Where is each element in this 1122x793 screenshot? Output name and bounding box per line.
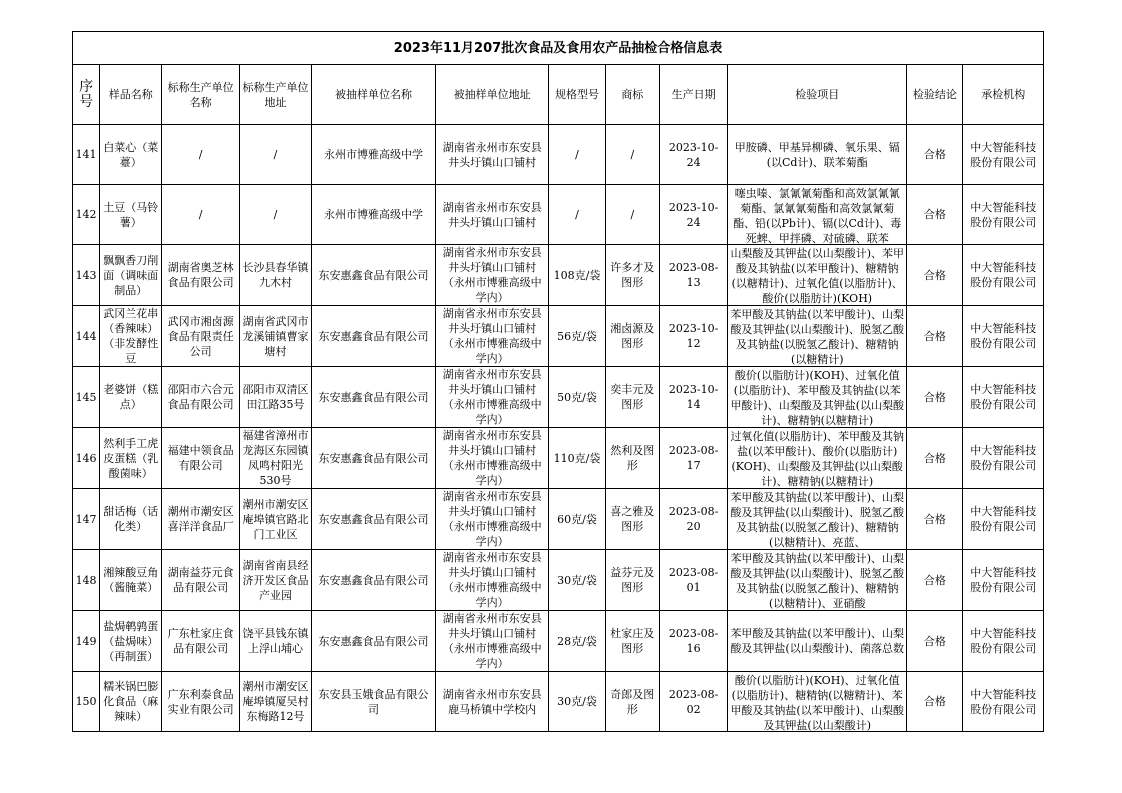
cell-sampled-unit: 东安县玉娥食品有限公司 xyxy=(312,672,436,732)
cell-production-date: 2023-08-13 xyxy=(659,245,727,306)
cell-manufacturer: 武冈市湘卤源食品有限责任公司 xyxy=(162,306,239,367)
cell-manufacturer: 湖南省奥芝林食品有限公司 xyxy=(162,245,239,306)
header-lab: 承检机构 xyxy=(963,65,1044,125)
table-row xyxy=(73,672,1044,732)
cell-sampled-unit-address: 湖南省永州市东安县井头圩镇山口铺村（永州市博雅高级中学内） xyxy=(435,489,549,550)
cell-test-items: 苯甲酸及其钠盐(以苯甲酸计)、山梨酸及其钾盐(以山梨酸计)、脱氢乙酸及其钠盐(以脱氢乙酸计)、糖精钠(以糖精计)、亚硝酸 xyxy=(728,550,907,611)
cell-sample-name: 老婆饼（糕点） xyxy=(100,367,162,428)
header-conclusion: 检验结论 xyxy=(907,65,963,125)
cell-spec: 60克/袋 xyxy=(549,489,605,550)
cell-conclusion: 合格 xyxy=(907,550,963,611)
cell-production-date: 2023-08-01 xyxy=(659,550,727,611)
cell-sampled-unit-address: 湖南省永州市东安县井头圩镇山口铺村 xyxy=(435,125,549,185)
cell-spec: / xyxy=(549,125,605,185)
cell-manufacturer-address: 潮州市潮安区庵埠镇厦吴村东梅路12号 xyxy=(239,672,311,732)
cell-manufacturer: 邵阳市六合元食品有限公司 xyxy=(162,367,239,428)
cell-manufacturer-address: 福建省漳州市龙海区东园镇凤鸣村阳光530号 xyxy=(239,428,311,489)
cell-conclusion: 合格 xyxy=(907,185,963,245)
cell-sample-name: 甜话梅（话化类） xyxy=(100,489,162,550)
header-row xyxy=(73,65,1044,125)
header-seq: 序号 xyxy=(73,65,100,125)
cell-sampled-unit: 东安惠鑫食品有限公司 xyxy=(312,306,436,367)
cell-conclusion: 合格 xyxy=(907,611,963,672)
cell-test-items: 山梨酸及其钾盐(以山梨酸计)、苯甲酸及其钠盐(以苯甲酸计)、糖精钠(以糖精计)、过氧化值(以脂肪计)、酸价(以脂肪计)(KOH) xyxy=(728,245,907,306)
cell-test-items: 苯甲酸及其钠盐(以苯甲酸计)、山梨酸及其钾盐(以山梨酸计)、脱氢乙酸及其钠盐(以脱氢乙酸计)、糖精钠(以糖精计) xyxy=(728,306,907,367)
table-row xyxy=(73,367,1044,428)
cell-spec: 56克/袋 xyxy=(549,306,605,367)
cell-conclusion: 合格 xyxy=(907,306,963,367)
cell-sampled-unit: 东安惠鑫食品有限公司 xyxy=(312,550,436,611)
table-row xyxy=(73,125,1044,185)
cell-lab: 中大智能科技股份有限公司 xyxy=(963,611,1044,672)
cell-sampled-unit: 东安惠鑫食品有限公司 xyxy=(312,428,436,489)
table-row xyxy=(73,489,1044,550)
cell-sampled-unit-address: 湖南省永州市东安县井头圩镇山口铺村（永州市博雅高级中学内） xyxy=(435,428,549,489)
cell-manufacturer-address: 饶平县钱东镇上浮山埔心 xyxy=(239,611,311,672)
table-row xyxy=(73,428,1044,489)
header-sampled-unit-address: 被抽样单位地址 xyxy=(435,65,549,125)
cell-brand: 益芬元及图形 xyxy=(605,550,659,611)
cell-test-items: 酸价(以脂肪计)(KOH)、过氧化值(以脂肪计)、苯甲酸及其钠盐(以苯甲酸计)、山梨酸及其钾盐(以山梨酸计)、糖精钠(以糖精计) xyxy=(728,367,907,428)
cell-test-items: 酸价(以脂肪计)(KOH)、过氧化值(以脂肪计)、糖精钠(以糖精计)、苯甲酸及其钠盐(以苯甲酸计)、山梨酸及其钾盐(以山梨酸计) xyxy=(728,672,907,732)
cell-manufacturer-address: 湖南省武冈市龙溪铺镇曹家塘村 xyxy=(239,306,311,367)
cell-spec: / xyxy=(549,185,605,245)
cell-test-items: 过氧化值(以脂肪计)、苯甲酸及其钠盐(以苯甲酸计)、酸价(以脂肪计)(KOH)、山梨酸及其钾盐(以山梨酸计)、糖精钠(以糖精计) xyxy=(728,428,907,489)
cell-manufacturer: / xyxy=(162,125,239,185)
cell-brand: / xyxy=(605,185,659,245)
cell-manufacturer: / xyxy=(162,185,239,245)
cell-conclusion: 合格 xyxy=(907,672,963,732)
header-spec: 规格型号 xyxy=(549,65,605,125)
cell-sample-name: 土豆（马铃薯） xyxy=(100,185,162,245)
cell-conclusion: 合格 xyxy=(907,367,963,428)
cell-manufacturer-address: / xyxy=(239,185,311,245)
cell-lab: 中大智能科技股份有限公司 xyxy=(963,672,1044,732)
header-sampled-unit: 被抽样单位名称 xyxy=(312,65,436,125)
cell-sample-name: 盐焗鹌鹑蛋（盐焗味）（再制蛋） xyxy=(100,611,162,672)
cell-seq: 141 xyxy=(73,125,100,185)
cell-brand: 奇郎及图形 xyxy=(605,672,659,732)
cell-production-date: 2023-10-14 xyxy=(659,367,727,428)
cell-sample-name: 飘飘香刀削面（调味面制品） xyxy=(100,245,162,306)
cell-manufacturer-address: 长沙县春华镇九木村 xyxy=(239,245,311,306)
header-brand: 商标 xyxy=(605,65,659,125)
cell-seq: 149 xyxy=(73,611,100,672)
cell-spec: 30克/袋 xyxy=(549,550,605,611)
cell-sampled-unit-address: 湖南省永州市东安县井头圩镇山口铺村（永州市博雅高级中学内） xyxy=(435,611,549,672)
cell-spec: 30克/袋 xyxy=(549,672,605,732)
cell-test-items: 噻虫嗪、氯氰氰菊酯和高效氯氰氰菊酯、氯氰氰菊酯和高效氯氰菊酯、铅(以Pb计)、镉(以Cd计)、毒死蜱、甲拌磷、对硫磷、联苯 xyxy=(728,185,907,245)
inspection-table xyxy=(72,31,1044,732)
cell-sampled-unit-address: 湖南省永州市东安县井头圩镇山口铺村（永州市博雅高级中学内） xyxy=(435,306,549,367)
header-test-items: 检验项目 xyxy=(728,65,907,125)
cell-test-items: 苯甲酸及其钠盐(以苯甲酸计)、山梨酸及其钾盐(以山梨酸计)、脱氢乙酸及其钠盐(以脱氢乙酸计)、糖精钠(以糖精计)、亮蓝、 xyxy=(728,489,907,550)
cell-sampled-unit: 永州市博雅高级中学 xyxy=(312,185,436,245)
cell-sampled-unit-address: 湖南省永州市东安县鹿马桥镇中学校内 xyxy=(435,672,549,732)
cell-brand: 然利及图形 xyxy=(605,428,659,489)
cell-lab: 中大智能科技股份有限公司 xyxy=(963,125,1044,185)
table-row xyxy=(73,611,1044,672)
table-body xyxy=(73,125,1044,732)
header-production-date: 生产日期 xyxy=(659,65,727,125)
cell-production-date: 2023-08-02 xyxy=(659,672,727,732)
cell-sample-name: 湘辣酸豆角（酱腌菜） xyxy=(100,550,162,611)
cell-manufacturer-address: 邵阳市双清区田江路35号 xyxy=(239,367,311,428)
cell-manufacturer: 潮州市潮安区喜洋洋食品厂 xyxy=(162,489,239,550)
table-row xyxy=(73,185,1044,245)
cell-lab: 中大智能科技股份有限公司 xyxy=(963,428,1044,489)
cell-manufacturer: 广东杜家庄食品有限公司 xyxy=(162,611,239,672)
cell-spec: 110克/袋 xyxy=(549,428,605,489)
cell-conclusion: 合格 xyxy=(907,125,963,185)
cell-seq: 143 xyxy=(73,245,100,306)
cell-production-date: 2023-10-24 xyxy=(659,185,727,245)
cell-sample-name: 糯米锅巴膨化食品（麻辣味） xyxy=(100,672,162,732)
cell-lab: 中大智能科技股份有限公司 xyxy=(963,245,1044,306)
table-row xyxy=(73,245,1044,306)
cell-brand: 奕丰元及图形 xyxy=(605,367,659,428)
header-sample-name: 样品名称 xyxy=(100,65,162,125)
cell-sampled-unit: 东安惠鑫食品有限公司 xyxy=(312,489,436,550)
cell-sampled-unit: 东安惠鑫食品有限公司 xyxy=(312,367,436,428)
cell-spec: 108克/袋 xyxy=(549,245,605,306)
cell-seq: 142 xyxy=(73,185,100,245)
cell-spec: 28克/袋 xyxy=(549,611,605,672)
cell-brand: 喜之雅及图形 xyxy=(605,489,659,550)
cell-brand: 湘卤源及图形 xyxy=(605,306,659,367)
cell-sampled-unit: 东安惠鑫食品有限公司 xyxy=(312,245,436,306)
cell-seq: 150 xyxy=(73,672,100,732)
cell-seq: 144 xyxy=(73,306,100,367)
cell-seq: 145 xyxy=(73,367,100,428)
cell-lab: 中大智能科技股份有限公司 xyxy=(963,489,1044,550)
cell-brand: / xyxy=(605,125,659,185)
cell-test-items: 苯甲酸及其钠盐(以苯甲酸计)、山梨酸及其钾盐(以山梨酸计)、菌落总数 xyxy=(728,611,907,672)
cell-brand: 杜家庄及图形 xyxy=(605,611,659,672)
cell-lab: 中大智能科技股份有限公司 xyxy=(963,550,1044,611)
cell-production-date: 2023-08-20 xyxy=(659,489,727,550)
table-row xyxy=(73,550,1044,611)
cell-sampled-unit: 东安惠鑫食品有限公司 xyxy=(312,611,436,672)
cell-spec: 50克/袋 xyxy=(549,367,605,428)
cell-conclusion: 合格 xyxy=(907,245,963,306)
header-manufacturer-address: 标称生产单位地址 xyxy=(239,65,311,125)
cell-manufacturer: 湖南益芬元食品有限公司 xyxy=(162,550,239,611)
cell-conclusion: 合格 xyxy=(907,428,963,489)
cell-sample-name: 白菜心（菜薹） xyxy=(100,125,162,185)
cell-seq: 148 xyxy=(73,550,100,611)
cell-brand: 许多才及图形 xyxy=(605,245,659,306)
cell-lab: 中大智能科技股份有限公司 xyxy=(963,367,1044,428)
table-row xyxy=(73,306,1044,367)
cell-production-date: 2023-08-16 xyxy=(659,611,727,672)
cell-seq: 146 xyxy=(73,428,100,489)
cell-sample-name: 然利手工虎皮蛋糕（乳酸菌味） xyxy=(100,428,162,489)
cell-production-date: 2023-10-12 xyxy=(659,306,727,367)
cell-sampled-unit-address: 湖南省永州市东安县井头圩镇山口铺村 xyxy=(435,185,549,245)
cell-lab: 中大智能科技股份有限公司 xyxy=(963,185,1044,245)
cell-manufacturer-address: / xyxy=(239,125,311,185)
cell-sampled-unit-address: 湖南省永州市东安县井头圩镇山口铺村（永州市博雅高级中学内） xyxy=(435,550,549,611)
cell-production-date: 2023-08-17 xyxy=(659,428,727,489)
cell-test-items: 甲胺磷、甲基异柳磷、氧乐果、镉(以Cd计)、联苯菊酯 xyxy=(728,125,907,185)
cell-manufacturer-address: 湖南省南县经济开发区食品产业园 xyxy=(239,550,311,611)
cell-seq: 147 xyxy=(73,489,100,550)
cell-sample-name: 武冈兰花串（香辣味）（非发酵性豆 xyxy=(100,306,162,367)
cell-lab: 中大智能科技股份有限公司 xyxy=(963,306,1044,367)
cell-manufacturer: 广东利泰食品实业有限公司 xyxy=(162,672,239,732)
cell-sampled-unit-address: 湖南省永州市东安县井头圩镇山口铺村（永州市博雅高级中学内） xyxy=(435,367,549,428)
cell-sampled-unit-address: 湖南省永州市东安县井头圩镇山口铺村（永州市博雅高级中学内） xyxy=(435,245,549,306)
cell-sampled-unit: 永州市博雅高级中学 xyxy=(312,125,436,185)
cell-manufacturer-address: 潮州市潮安区庵埠镇官路北门工业区 xyxy=(239,489,311,550)
table-title: 2023年11月207批次食品及食用农产品抽检合格信息表 xyxy=(73,32,1044,65)
cell-manufacturer: 福建中领食品有限公司 xyxy=(162,428,239,489)
cell-production-date: 2023-10-24 xyxy=(659,125,727,185)
cell-conclusion: 合格 xyxy=(907,489,963,550)
header-manufacturer: 标称生产单位名称 xyxy=(162,65,239,125)
